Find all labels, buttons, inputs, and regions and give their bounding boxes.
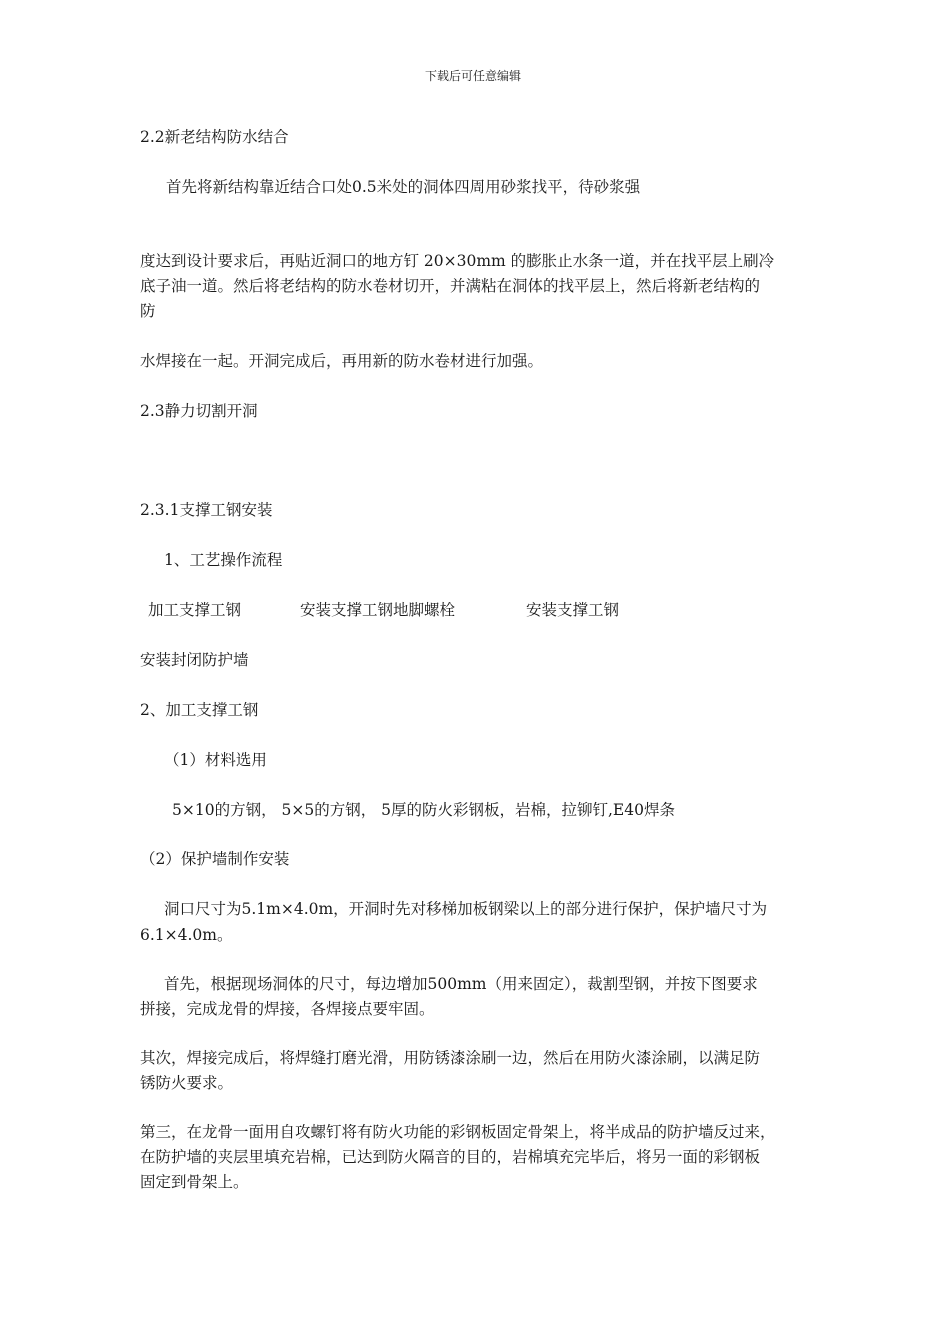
paragraph-line: 第三，在龙骨一面用自攻螺钉将有防火功能的彩钢板固定骨架上，将半成品的防护墙反过来， [140, 1123, 776, 1141]
paragraph-line: 在防护墙的夹层里填充岩棉，已达到防火隔音的目的，岩棉填充完毕后，将另一面的彩钢板 [140, 1148, 761, 1166]
paragraph-line: 度达到设计要求后，再贴近洞口的地方钉 20×30mm 的膨胀止水条一道，并在找平层上刷冷 [140, 252, 775, 270]
flow-step-1: 加工支撑工钢 [148, 601, 242, 619]
paragraph-line: 防 [140, 302, 156, 320]
paragraph-line: 6.1×4.0m。 [140, 926, 233, 944]
section-2-3-1-title: 2.3.1支撑工钢安装 [140, 501, 273, 519]
materials-line: 5×10的方钢， 5×5的方钢， 5厚的防火彩钢板，岩棉，拉铆钉,E40焊条 [172, 801, 675, 819]
list-item-2: 2、加工支撑工钢 [140, 701, 259, 719]
paragraph-line: 水焊接在一起。开洞完成后，再用新的防水卷材进行加强。 [140, 352, 544, 370]
paragraph-line: 洞口尺寸为5.1m×4.0m，开洞时先对移梯加板钢梁以上的部分进行保护，保护墙尺寸为 [164, 900, 768, 918]
page-header: 下载后可任意编辑 [425, 69, 522, 83]
flow-step-4: 安装封闭防护墙 [140, 651, 249, 669]
section-2-3-title: 2.3静力切割开洞 [140, 402, 258, 420]
paragraph-line: 其次，焊接完成后，将焊缝打磨光滑，用防锈漆涂刷一边，然后在用防火漆涂刷，以满足防 [140, 1049, 761, 1067]
paragraph-line: 拼接，完成龙骨的焊接，各焊接点要牢固。 [140, 1000, 435, 1018]
paragraph-line: 底子油一道。然后将老结构的防水卷材切开，并满粘在洞体的找平层上，然后将新老结构的 [140, 277, 761, 295]
paragraph-line: 首先，根据现场洞体的尺寸，每边增加500mm（用来固定），裁割型钢，并按下图要求 [164, 975, 758, 993]
list-item-1: 1、工艺操作流程 [164, 551, 283, 569]
subsection-2-title: （2）保护墙制作安装 [140, 850, 290, 868]
section-2-2-title: 2.2新老结构防水结合 [140, 128, 289, 146]
paragraph-line: 首先将新结构靠近结合口处0.5米处的洞体四周用砂浆找平，待砂浆强 [166, 178, 641, 196]
subsection-1-title: （1）材料选用 [164, 751, 267, 769]
paragraph-line: 固定到骨架上。 [140, 1173, 249, 1191]
flow-step-2: 安装支撑工钢地脚螺栓 [300, 601, 456, 619]
paragraph-line: 锈防火要求。 [140, 1074, 234, 1092]
flow-step-3: 安装支撑工钢 [526, 601, 620, 619]
